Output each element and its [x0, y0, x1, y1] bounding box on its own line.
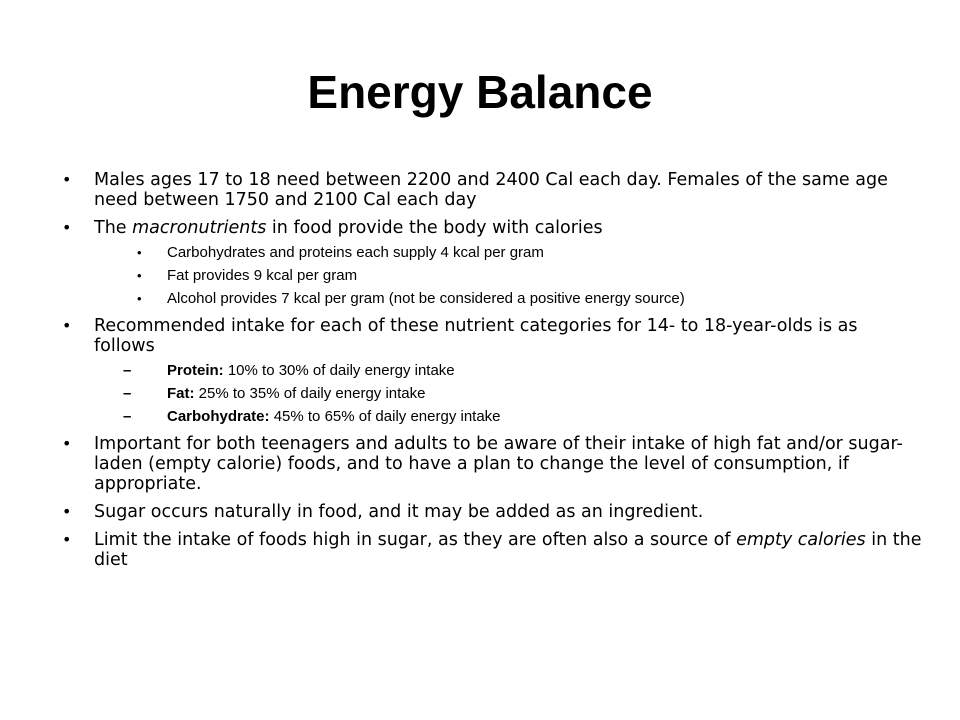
- sub-bullet-carbs-protein: [137, 244, 922, 262]
- dash-marker: –: [123, 362, 132, 379]
- bullet-text-post: in the diet: [94, 530, 922, 570]
- bullet-text: Recommended intake for each of these nutrient categories for 14- to 18-year-olds is as follows: [94, 316, 858, 356]
- sub-bullet-carbohydrate: [123, 408, 922, 426]
- bullet-marker: •: [62, 502, 72, 521]
- sub-bullet-label: Fat:: [167, 385, 195, 402]
- sub-bullet-protein: [123, 362, 922, 380]
- bullet-awareness: [62, 434, 922, 494]
- bullet-marker: •: [62, 218, 72, 237]
- bullet-marker: •: [62, 530, 72, 549]
- sub-bullet-label: Protein:: [167, 362, 224, 379]
- bullet-text-post: in food provide the body with calories: [266, 218, 603, 238]
- sub-bullet-fat-intake: [123, 385, 922, 403]
- sub-bullet-label: Carbohydrate:: [167, 408, 270, 425]
- bullet-marker: •: [62, 170, 72, 189]
- bullet-calorie-needs: [62, 170, 922, 210]
- slide-body: [62, 170, 922, 578]
- sub-bullet-marker: •: [137, 268, 142, 283]
- sub-bullet-alcohol: [137, 290, 922, 308]
- bullet-marker: •: [62, 316, 72, 335]
- bullet-sugar-occurs: [62, 502, 922, 522]
- bullet-text: Sugar occurs naturally in food, and it may be added as an ingredient.: [94, 502, 704, 522]
- dash-marker: –: [123, 408, 132, 425]
- bullet-text-pre: Limit the intake of foods high in sugar, as they are often also a source of: [94, 530, 737, 550]
- sub-bullet-marker: •: [137, 291, 142, 306]
- bullet-text: Important for both teenagers and adults to be aware of their intake of high fat and/or sugar-laden (empty calorie) foods, and to have a plan to change the level of consumption, if appropriate.: [94, 434, 903, 494]
- sub-bullet-marker: •: [137, 245, 142, 260]
- bullet-recommended-intake: [62, 316, 922, 356]
- sub-bullet-text: 45% to 65% of daily energy intake: [269, 408, 501, 425]
- bullet-text-emphasis: macronutrients: [132, 218, 267, 238]
- bullet-text-pre: The: [94, 218, 133, 238]
- sub-bullet-text: 10% to 30% of daily energy intake: [223, 362, 455, 379]
- bullet-limit-sugar: [62, 530, 922, 570]
- dash-marker: –: [123, 385, 132, 402]
- bullet-text: Males ages 17 to 18 need between 2200 and 2400 Cal each day. Females of the same age need between 1750 and 2100 Cal each day: [94, 170, 888, 210]
- sub-bullet-fat: [137, 267, 922, 285]
- sub-bullet-text: 25% to 35% of daily energy intake: [194, 385, 426, 402]
- sub-bullet-text: Carbohydrates and proteins each supply 4 kcal per gram: [167, 244, 544, 261]
- bullet-marker: •: [62, 434, 72, 453]
- bullet-macronutrients: [62, 218, 922, 238]
- slide-title: Energy Balance: [307, 66, 653, 118]
- sub-bullet-text: Fat provides 9 kcal per gram: [167, 267, 358, 284]
- bullet-text-emphasis: empty calories: [736, 530, 866, 550]
- sub-bullet-text: Alcohol provides 7 kcal per gram (not be considered a positive energy source): [167, 290, 685, 307]
